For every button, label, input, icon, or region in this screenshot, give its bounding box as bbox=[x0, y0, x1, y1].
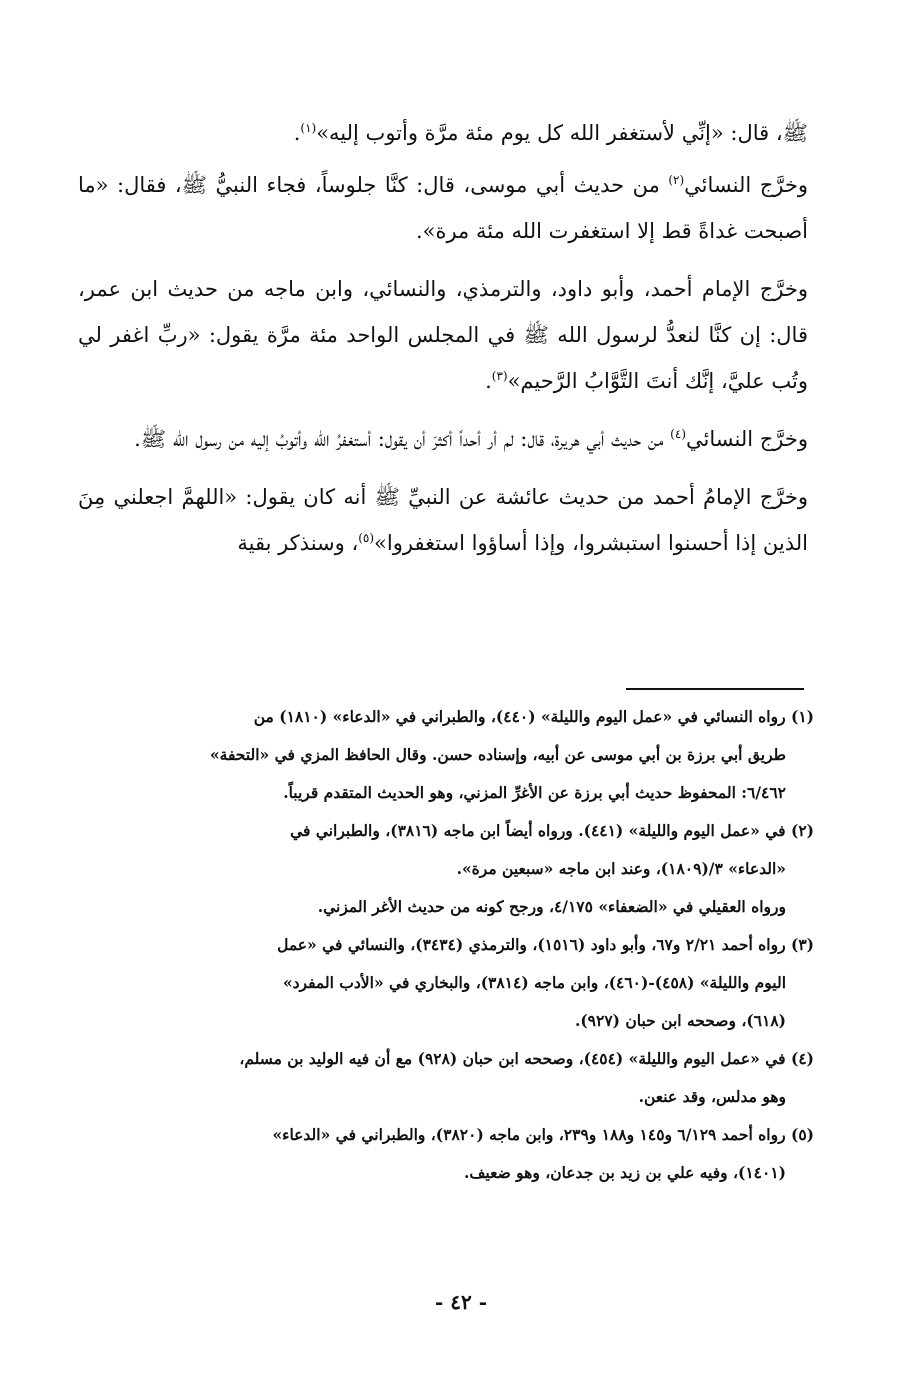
footnote-number: (٥) bbox=[790, 1125, 814, 1144]
paragraph-2 bbox=[78, 162, 808, 254]
paragraph-tail: . bbox=[293, 121, 301, 145]
paragraph-1 bbox=[78, 110, 808, 156]
footnote-continuation: اليوم والليلة» (٤٥٨)-(٤٦٠)، وابن ماجه (٣٨١٤)، والبخاري في «الأدب المفرد» bbox=[282, 973, 786, 992]
footnote-text: في «عمل اليوم والليلة» (٤٥٤)، وصححه ابن حبان (٩٢٨) مع أن فيه الوليد بن مسلم، bbox=[239, 1049, 786, 1068]
footnote-text: رواه أحمد ٦/١٢٩ و١٤٥ و١٨٨ و٢٣٩، وابن ماجه (٣٨٢٠)، والطبراني في «الدعاء» bbox=[272, 1125, 786, 1144]
paragraph-5 bbox=[78, 474, 808, 566]
page-number: - ٤٢ - bbox=[434, 1290, 487, 1314]
paragraph-4 bbox=[78, 416, 808, 462]
footnote-continuation: طريق أبي برزة بن أبي موسى عن أبيه، وإسناده حسن. وقال الحافظ المزي في «التحفة» bbox=[209, 745, 786, 764]
footnote-2-addendum bbox=[78, 888, 814, 926]
footnote-ref[interactable]: (٢) bbox=[668, 173, 685, 187]
main-text bbox=[78, 110, 808, 578]
footnote-1 bbox=[78, 698, 814, 812]
footnote-ref[interactable]: (٥) bbox=[358, 531, 375, 545]
footnote-2 bbox=[78, 812, 814, 888]
footnote-continuation: ٦/٤٦٢: المحفوظ حديث أبي برزة عن الأغرِّ المزني، وهو الحديث المتقدم قريباً. bbox=[283, 783, 786, 802]
paragraph-text: ﷺ، قال: «إنِّي لأستغفر الله كل يوم مئة مرَّة وأتوب إليه» bbox=[316, 121, 808, 145]
footnotes-section bbox=[78, 698, 814, 1192]
footnote-3 bbox=[78, 926, 814, 1040]
paragraph-tail: ، وسنذكر بقية bbox=[237, 531, 359, 555]
footnote-ref[interactable]: (٣) bbox=[491, 369, 508, 383]
paragraph-3 bbox=[78, 266, 808, 404]
footnote-number: (٣) bbox=[790, 935, 814, 954]
footnote-continuation: «الدعاء» ٣/(١٨٠٩)، وعند ابن ماجه «سبعين مرة». bbox=[456, 859, 786, 878]
footnote-number: (٤) bbox=[790, 1049, 814, 1068]
paragraph-text: وخرَّج النسائي bbox=[686, 427, 808, 451]
footnote-number: (٢) bbox=[790, 821, 814, 840]
footnote-separator bbox=[626, 688, 804, 690]
footnote-4 bbox=[78, 1040, 814, 1116]
footnote-ref[interactable]: (٤) bbox=[670, 427, 686, 441]
paragraph-tail: . bbox=[485, 369, 492, 393]
footnote-continuation: (١٤٠١)، وفيه علي بن زيد بن جدعان، وهو ضعيف. bbox=[463, 1163, 786, 1182]
footnote-number: (١) bbox=[790, 707, 814, 726]
paragraph-tail: من حديث أبي موسى، قال: كنَّا جلوساً، فجاء النبيُّ ﷺ، فقال: «ما أصبحت غداةً قط إلا استغفرت الله مئة مرة». bbox=[78, 173, 808, 243]
footnote-5 bbox=[78, 1116, 814, 1192]
footnote-text: رواه النسائي في «عمل اليوم والليلة» (٤٤٠)، والطبراني في «الدعاء» (١٨١٠) من bbox=[253, 707, 786, 726]
footnote-text: في «عمل اليوم والليلة» (٤٤١). ورواه أيضاً ابن ماجه (٣٨١٦)، والطبراني في bbox=[290, 821, 786, 840]
paragraph-text: وخرَّج الإمام أحمد، وأبو داود، والترمذي، والنسائي، وابن ماجه من حديث ابن عمر، قال: إن كنَّا لنعدُّ لرسول الله ﷺ في المجلس الواحد مئة مرَّة يقول: «ربِّ اغفر لي وتُب عليَّ، إنَّك أنتَ التَّوَّابُ الرَّحيم» bbox=[78, 277, 808, 393]
footnote-ref[interactable]: (١) bbox=[300, 121, 317, 135]
paragraph-tail: من حديث أبي هريرة، قال: لم أر أحداً أكثرَ أن يقول: أستغفرُ الله وأتوبُ إليه من رسول الله ﷺ. bbox=[134, 427, 671, 451]
paragraph-text: وخرَّج الإمامُ أحمد من حديث عائشة عن النبيِّ ﷺ أنه كان يقول: «اللهمَّ اجعلني مِنَ الذين إذا أحسنوا استبشروا، وإذا أساؤوا استغفروا» bbox=[78, 485, 808, 555]
footnote-continuation: وهو مدلس، وقد عنعن. bbox=[638, 1087, 786, 1106]
footnote-continuation: (٦١٨)، وصححه ابن حبان (٩٢٧). bbox=[574, 1011, 786, 1030]
paragraph-text: وخرَّج النسائي bbox=[684, 173, 808, 197]
footnote-text: رواه أحمد ٢/٢١ و٦٧، وأبو داود (١٥١٦)، والترمذي (٣٤٣٤)، والنسائي في «عمل bbox=[277, 935, 786, 954]
footnote-continuation: ورواه العقيلي في «الضعفاء» ٤/١٧٥، ورجح كونه من حديث الأغر المزني. bbox=[317, 897, 786, 916]
